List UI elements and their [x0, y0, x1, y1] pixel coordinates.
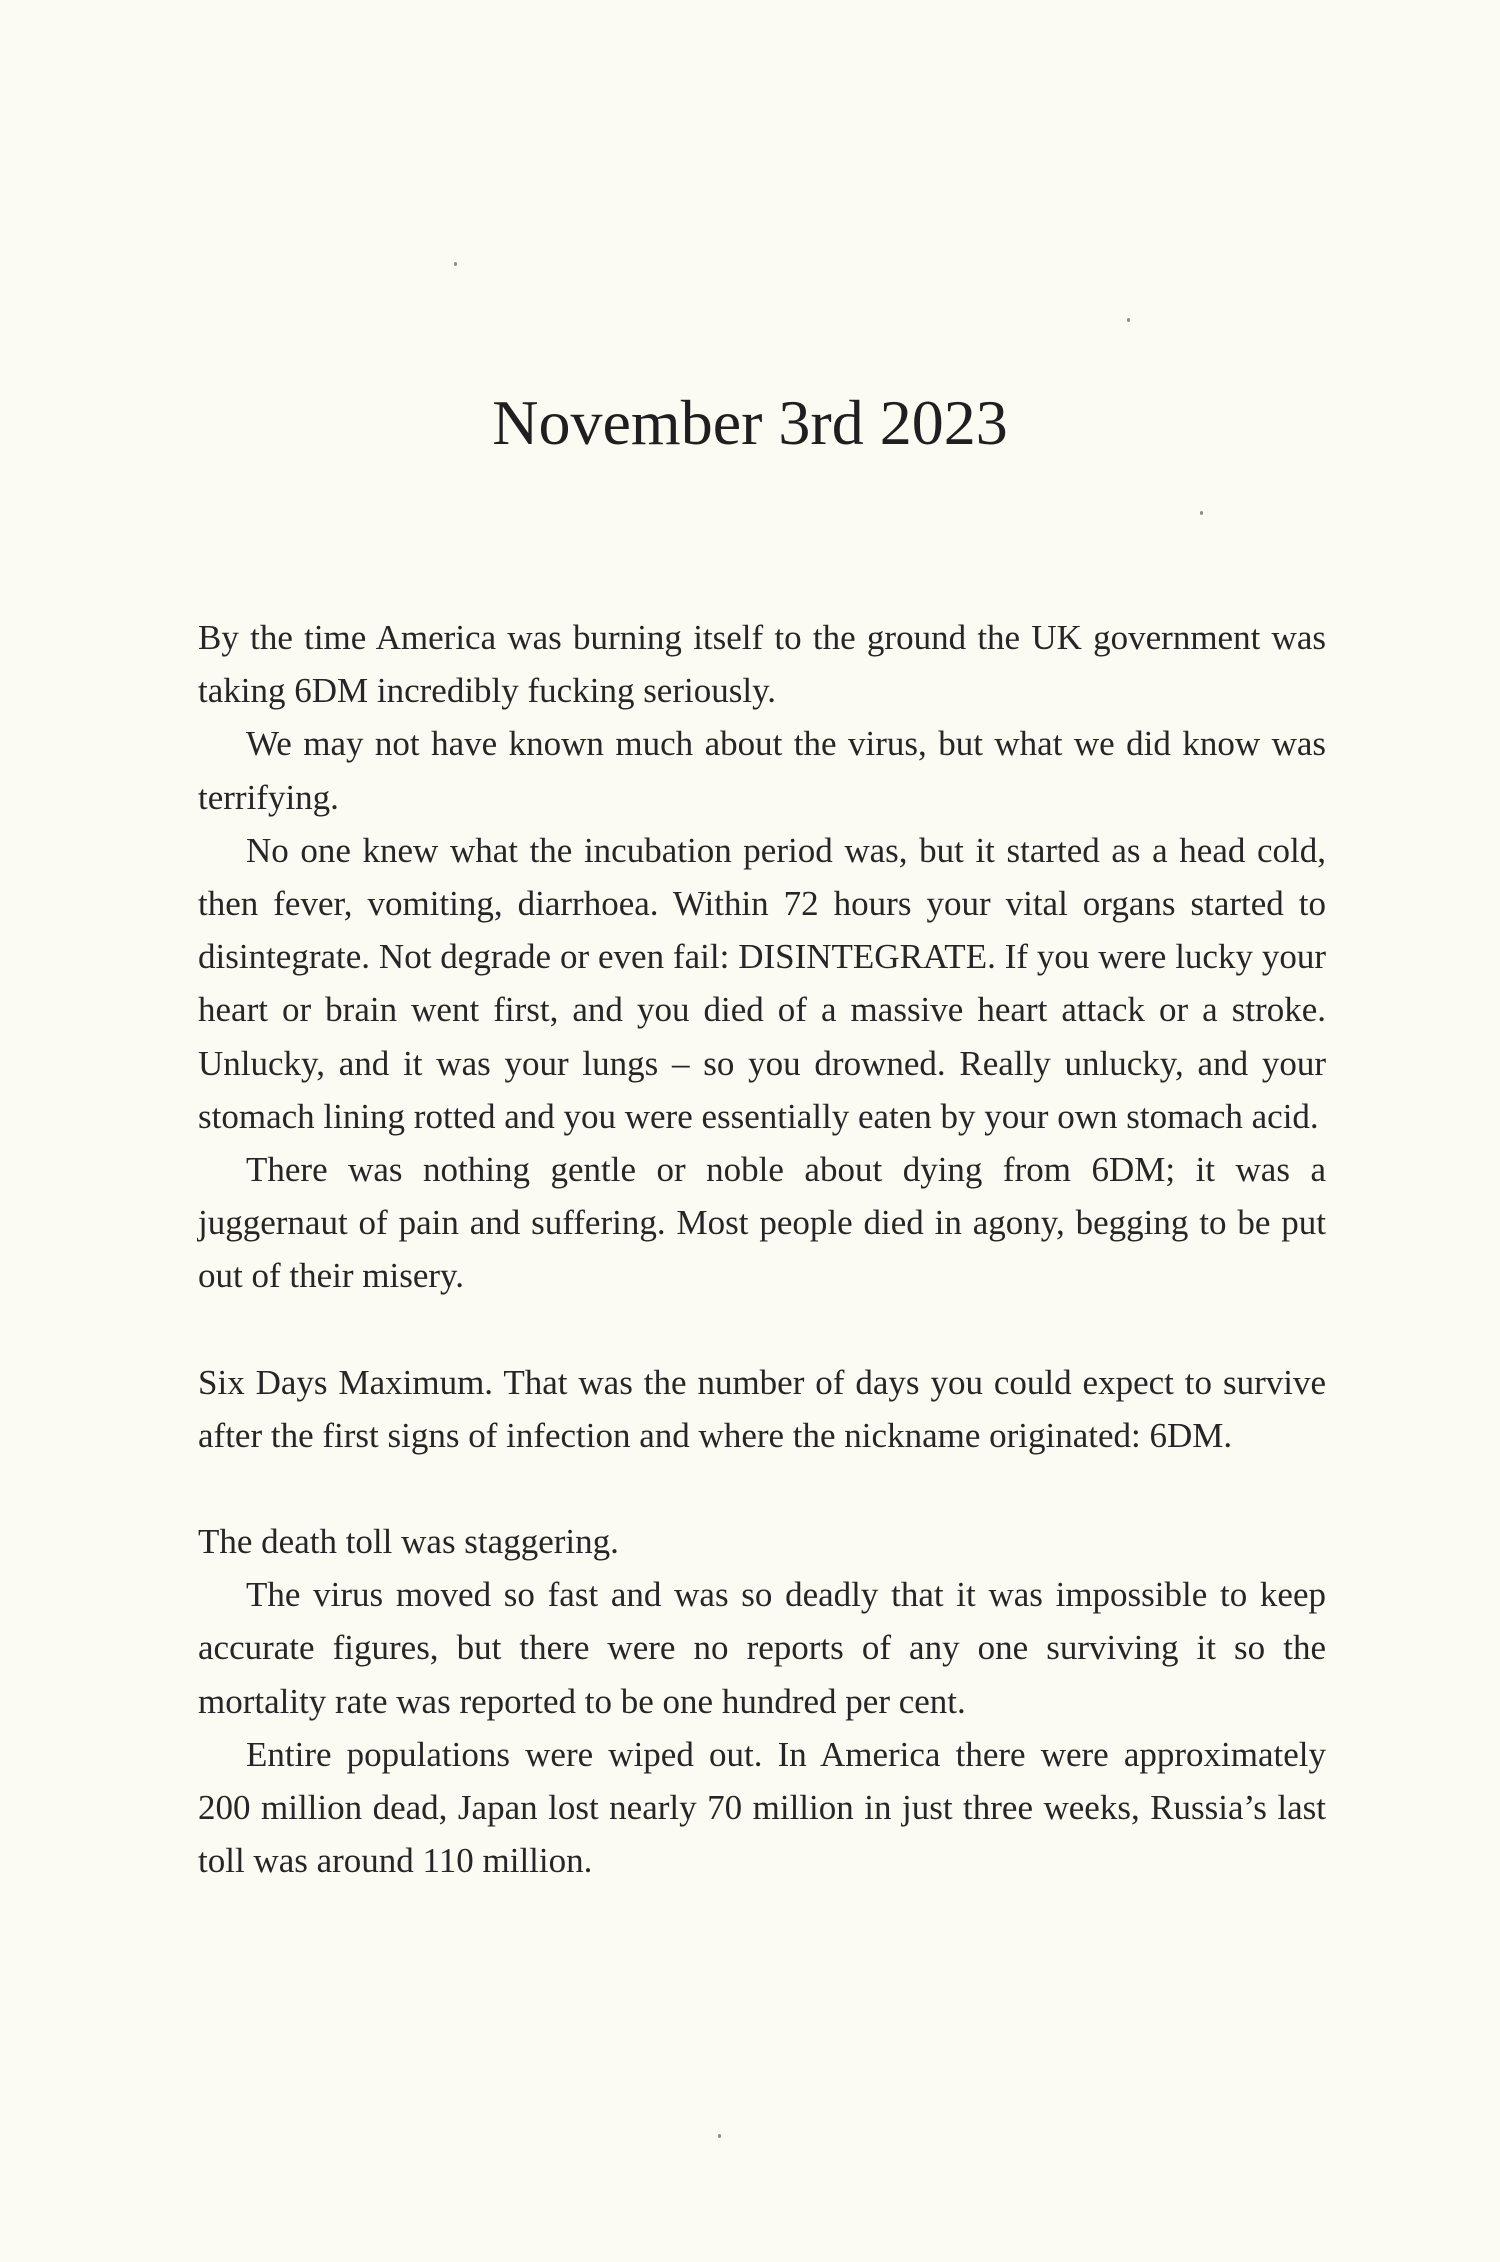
paragraph: By the time America was burning itself to the ground the UK government was taking 6DM incredibly fucking seriously. — [198, 618, 1326, 711]
paragraph: There was nothing gentle or noble about dying from 6DM; it was a juggernaut of pain and suffering. Most people died in agony, begging to be put out of their misery. — [198, 1150, 1326, 1296]
page-speck — [1127, 318, 1130, 322]
paragraph: We may not have known much about the virus, but what we did know was terrifying. — [198, 724, 1326, 817]
page-speck — [718, 2134, 721, 2138]
paragraph: Six Days Maximum. That was the number of days you could expect to survive after the first signs of infection and where the nickname originated: 6DM. — [198, 1362, 1326, 1455]
chapter-title: November 3rd 2023 — [492, 387, 1008, 458]
paragraph: No one knew what the incubation period was, but it started as a head cold, then fever, vomiting, diarrhoea. Within 72 hours your vital organs started to disintegrate. Not degrade or even fail: DISINTEGRATE. If you were lucky your heart or brain went first, and you died of a massive heart attack or a stroke. Unlucky, and it was your lungs – so you drowned. Really unlucky, and your stomach lining rotted and you were essentially eaten by your own stomach acid. — [198, 830, 1326, 1136]
paragraph: The virus moved so fast and was so deadly that it was impossible to keep accurate figures, but there were no reports of any one surviving it so the mortality rate was reported to be one hundred per cent. — [198, 1575, 1326, 1721]
page-speck — [1200, 511, 1203, 515]
paragraph: Entire populations were wiped out. In America there were approximately 200 million dead, Japan lost nearly 70 million in just three weeks, Russia’s last toll was around 110 million. — [198, 1734, 1326, 1881]
page-speck — [454, 262, 457, 266]
chapter-body — [198, 611, 1326, 1887]
paragraph: The death toll was staggering. — [198, 1522, 619, 1562]
